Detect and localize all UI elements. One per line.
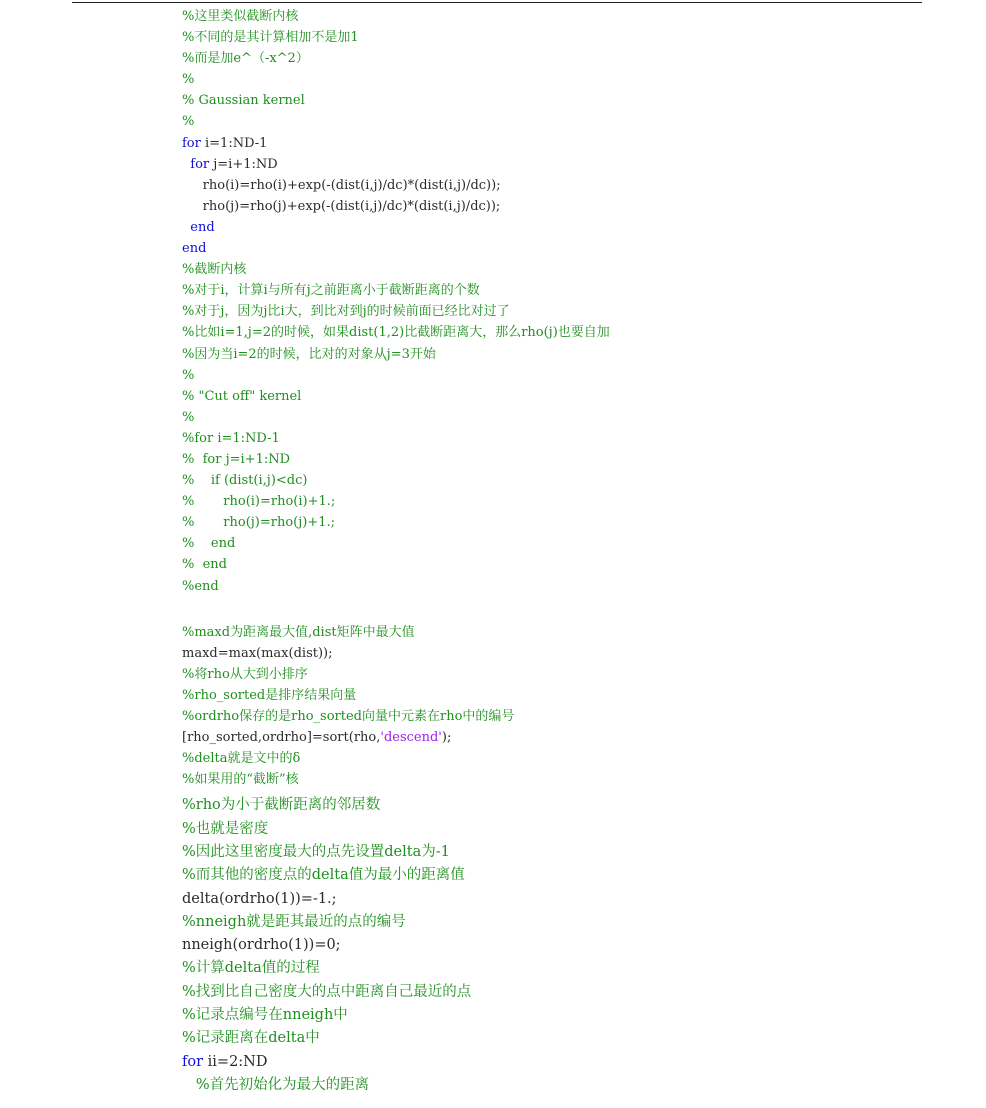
comment-text: % for j=i+1:ND <box>182 451 291 467</box>
keyword-line <box>182 154 962 175</box>
comment-text: %记录点编号在nneigh中 <box>182 1007 348 1024</box>
keyword-line <box>182 1051 962 1074</box>
comment-text: %rho为小于截断距离的邻居数 <box>182 797 381 814</box>
code-text: ii=2:ND <box>203 1053 268 1070</box>
comment-text: %for i=1:ND-1 <box>182 430 280 446</box>
comment-line <box>182 664 962 685</box>
comment-line <box>182 533 962 554</box>
comment-line <box>182 1027 962 1050</box>
comment-text: %对于i，计算i与所有j之前距离小于截断距离的个数 <box>182 283 480 299</box>
comment-line <box>182 428 962 449</box>
comment-line <box>182 794 962 817</box>
comment-text: %rho_sorted是排序结果向量 <box>182 687 357 703</box>
comment-text: % rho(j)=rho(j)+1.; <box>182 515 336 531</box>
code-block-sort <box>182 622 962 791</box>
code-line <box>182 643 962 664</box>
comment-text: %如果用的“截断”核 <box>182 772 299 788</box>
comment-text: % "Cut off" kernel <box>182 388 302 404</box>
comment-line <box>182 48 962 69</box>
comment-text: %因此这里密度最大的点先设置delta为-1 <box>182 843 450 860</box>
code-text: delta(ordrho(1))=-1.; <box>182 890 337 907</box>
keyword-line <box>182 238 962 259</box>
comment-text: % end <box>182 557 228 573</box>
comment-text: % Gaussian kernel <box>182 93 305 109</box>
comment-text: %不同的是其计算相加不是加1 <box>182 30 359 46</box>
code-line <box>182 888 962 911</box>
comment-text: % <box>182 114 195 130</box>
comment-line <box>182 706 962 727</box>
comment-text: %而其他的密度点的delta值为最小的距离值 <box>182 867 465 884</box>
string-literal: 'descend' <box>380 730 442 746</box>
comment-line <box>182 769 962 790</box>
comment-text: % <box>182 367 195 383</box>
code-text: j=i+1:ND <box>209 156 278 172</box>
comment-line <box>182 407 962 428</box>
comment-text: % if (dist(i,j)<dc) <box>182 473 308 489</box>
comment-text: % <box>182 72 195 88</box>
comment-line <box>182 27 962 48</box>
comment-text: %而是加e^（-x^2） <box>182 51 309 67</box>
comment-line <box>182 386 962 407</box>
comment-text: %end <box>182 578 219 594</box>
code-line <box>182 727 962 748</box>
keyword-line <box>182 217 962 238</box>
code-text: maxd=max(max(dist)); <box>182 645 333 661</box>
comment-line <box>182 280 962 301</box>
comment-text: %nneigh就是距其最近的点的编号 <box>182 913 406 930</box>
keyword: for <box>182 135 201 151</box>
comment-line <box>182 512 962 533</box>
comment-text: %计算delta值的过程 <box>182 960 320 977</box>
code-text: ); <box>441 730 452 746</box>
comment-text: %对于j，因为j比i大，到比对到j的时候前面已经比对过了 <box>182 304 510 320</box>
comment-line <box>182 911 962 934</box>
comment-line <box>182 6 962 27</box>
comment-line <box>182 111 962 132</box>
code-text: nneigh(ordrho(1))=0; <box>182 937 341 954</box>
comment-line <box>182 576 962 597</box>
code-text: [rho_sorted,ordrho]=sort(rho, <box>182 730 381 746</box>
comment-text: %delta就是文中的δ <box>182 751 301 767</box>
top-rule <box>72 2 922 3</box>
comment-line <box>182 818 962 841</box>
code-block-density <box>182 6 962 597</box>
comment-line <box>182 748 962 769</box>
code-line <box>182 196 962 217</box>
comment-line <box>182 554 962 575</box>
comment-line <box>182 344 962 365</box>
comment-text: %记录距离在delta中 <box>182 1030 320 1047</box>
keyword: for <box>182 1053 204 1070</box>
code-text: rho(i)=rho(i)+exp(-(dist(i,j)/dc)*(dist(i,j)/dc)); <box>182 177 501 193</box>
code-text: rho(j)=rho(j)+exp(-(dist(i,j)/dc)*(dist(i,j)/dc)); <box>182 198 501 214</box>
comment-text: % end <box>182 536 236 552</box>
comment-line <box>182 622 962 643</box>
code-listing <box>182 6 962 1097</box>
comment-line <box>182 301 962 322</box>
code-line <box>182 175 962 196</box>
comment-line <box>182 1004 962 1027</box>
comment-line <box>182 685 962 706</box>
comment-line <box>182 957 962 980</box>
comment-text: %首先初始化为最大的距离 <box>195 1076 370 1093</box>
comment-line <box>182 69 962 90</box>
comment-line <box>182 491 962 512</box>
comment-line <box>182 322 962 343</box>
comment-text: %将rho从大到小排序 <box>182 666 308 682</box>
keyword-line <box>182 133 962 154</box>
code-block-delta <box>182 794 962 1097</box>
keyword: for <box>190 156 210 172</box>
comment-text: %找到比自己密度大的点中距离自己最近的点 <box>182 983 472 1000</box>
comment-line <box>182 449 962 470</box>
comment-text: % rho(i)=rho(i)+1.; <box>182 494 336 510</box>
code-text: i=1:ND-1 <box>200 135 268 151</box>
comment-text: %比如i=1,j=2的时候，如果dist(1,2)比截断距离大，那么rho(j)也要自加 <box>182 325 610 341</box>
keyword: end <box>190 219 215 235</box>
comment-line <box>182 470 962 491</box>
comment-line <box>182 365 962 386</box>
comment-text: %maxd为距离最大值,dist矩阵中最大值 <box>182 624 415 640</box>
comment-line <box>182 864 962 887</box>
comment-line <box>182 841 962 864</box>
comment-line <box>182 90 962 111</box>
comment-text: %这里类似截断内核 <box>182 9 299 24</box>
comment-line <box>182 259 962 280</box>
comment-line <box>182 981 962 1004</box>
comment-text: % <box>182 409 195 425</box>
comment-line <box>182 1074 962 1097</box>
comment-text: %因为当i=2的时候，比对的对象从j=3开始 <box>182 346 436 362</box>
keyword: end <box>182 241 207 257</box>
code-line <box>182 934 962 957</box>
comment-text: %ordrho保存的是rho_sorted向量中元素在rho中的编号 <box>182 709 515 724</box>
blank-gap <box>182 597 962 622</box>
comment-text: %截断内核 <box>182 262 247 278</box>
comment-text: %也就是密度 <box>182 820 269 837</box>
